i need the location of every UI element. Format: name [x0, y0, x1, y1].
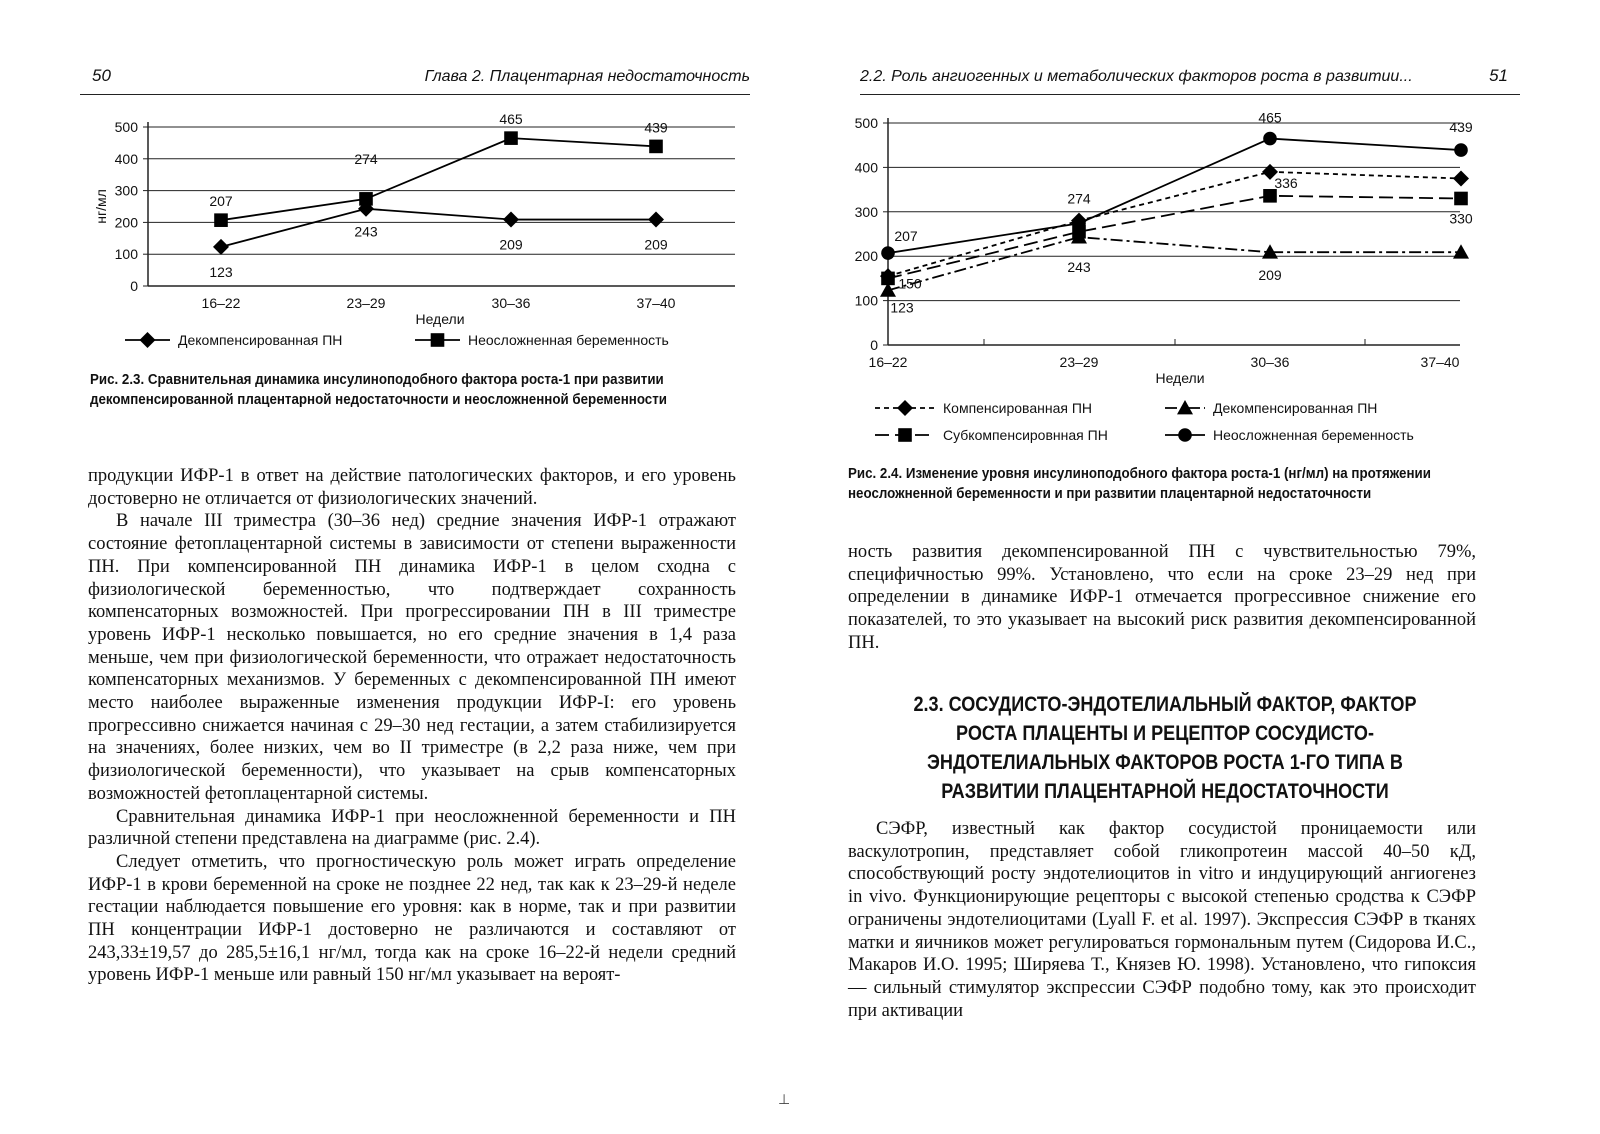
data-point-marker: [649, 140, 663, 154]
paragraph: ность развития декомпенсированной ПН с чувствительностью 79%, специфичностью 99%. Установлено, что если на сроке 23–29 нед при определении в динамике ИФР-1 отмечается прогрессивное снижение его показателей, то это указывает на высокий риск развития декомпенсированной ПН.: [848, 542, 1476, 653]
figure-2-3-caption: [90, 370, 748, 410]
legend-label: Неосложненная беременность: [1213, 427, 1414, 443]
y-tick-label: 500: [854, 115, 878, 131]
figure-2-3-chart: [80, 105, 750, 360]
x-tick-label: 30–36: [1250, 354, 1290, 370]
data-point-marker: [504, 131, 518, 145]
right-body-bottom: [848, 818, 1476, 1022]
data-label: 209: [1258, 267, 1282, 284]
paragraph: Следует отметить, что прогностическую роль может играть определение ИФР-1 в крови беременной на сроке не позднее 22 нед, так как к 23–29-й неделе гестации наблюдается повышение его уровня: как в норме, так и при развитии ПН концентрации ИФР-1 достоверно не различаются и составляют от 243,33±19,57 до 285,5±16,1 нг/мл, тогда как на сроке 16–22-й недели средний уровень ИФР-1 меньше или равный 150 нг/мл указывает на вероят-: [88, 851, 736, 986]
data-point-marker: [213, 239, 229, 255]
y-tick-label: 400: [114, 150, 138, 167]
right-body-top: [848, 541, 1476, 655]
caption-label: Рис. 2.4.: [848, 466, 903, 482]
left-body-text: [88, 465, 736, 987]
x-tick-label: 37–40: [636, 295, 676, 311]
legend-marker: [897, 400, 913, 416]
data-label: 439: [644, 119, 668, 136]
page-number: 51: [1489, 66, 1508, 85]
y-tick-label: 200: [114, 214, 138, 231]
data-label: 123: [209, 263, 233, 280]
x-axis-label: Недели: [415, 311, 465, 327]
x-tick-label: 30–36: [491, 295, 531, 311]
section-heading: 2.3. СОСУДИСТО-ЭНДОТЕЛИАЛЬНЫЙ ФАКТОР, ФАКТОР РОСТА ПЛАЦЕНТЫ И РЕЦЕПТОР СОСУДИСТО-ЭНДОТЕЛИАЛЬНЫХ ФАКТОРОВ РОСТА 1-ГО ТИПА В РАЗВИТИИ ПЛАЦЕНТАРНОЙ НЕДОСТАТОЧНОСТИ: [913, 693, 1417, 803]
data-label: 150: [898, 275, 922, 292]
y-tick-label: 300: [114, 182, 138, 199]
gutter-mark: ⊥: [778, 1093, 791, 1108]
legend-label: Неосложненная беременность: [468, 332, 669, 348]
page-number: 50: [92, 66, 111, 85]
data-point-marker: [1454, 143, 1468, 157]
y-tick-label: 0: [870, 337, 878, 353]
series-line: [888, 172, 1461, 276]
running-title: 2.2. Роль ангиогенных и метаболических факторов роста в развитии...: [860, 68, 1413, 85]
y-axis-label: нг/мл: [93, 189, 109, 224]
figure-2-4-chart: [840, 108, 1500, 453]
data-point-marker: [214, 213, 228, 227]
data-label: 243: [354, 223, 378, 240]
data-point-marker: [881, 246, 895, 260]
data-label: 207: [894, 228, 918, 245]
running-head-right: [860, 64, 1520, 95]
figure-2-4-caption: [848, 464, 1487, 504]
legend-label: Компенсированная ПН: [943, 400, 1093, 416]
data-point-marker: [1454, 192, 1468, 206]
data-point-marker: [503, 212, 519, 228]
data-label: 465: [499, 111, 523, 128]
y-tick-label: 0: [130, 278, 138, 294]
series-line: [221, 209, 656, 247]
paragraph: Сравнительная динамика ИФР-1 при неосложненной беременности и ПН различной степени представлена на диаграмме (рис. 2.4).: [88, 806, 736, 850]
data-point-marker: [648, 212, 664, 228]
y-tick-label: 500: [114, 119, 138, 135]
data-label: 274: [1067, 190, 1091, 207]
legend-label: Субкомпенсировнная ПН: [943, 427, 1108, 443]
series-line: [888, 196, 1461, 279]
data-label: 123: [890, 299, 914, 316]
x-axis-label: Недели: [1155, 370, 1205, 386]
data-label: 330: [1449, 210, 1473, 227]
data-label: 274: [354, 150, 378, 167]
data-point-marker: [1072, 217, 1086, 231]
y-tick-label: 100: [854, 292, 878, 309]
left-page: [80, 0, 750, 1134]
data-label: 209: [644, 236, 668, 253]
right-page: [848, 0, 1520, 1134]
running-title: Глава 2. Плацентарная недостаточность: [424, 68, 750, 85]
paragraph: СЭФР, известный как фактор сосудистой проницаемости или васкулотропин, представляет собой гликопротеин массой 40–50 кД, способствующий росту эндотелиоцитов in vitro и индуцирующий ангиогенез in vivo. Функционирующие рецепторы с высокой степенью сродства к СЭФР ограничены эндотелиоцитами (Lyall F. et al. 1997). Экспрессия СЭФР в тканях матки и яичников может регулироваться гормональным путем (Сидорова И.С., Макаров И.О. 1995; Ширяева Т., Князев Ю. 1998). Установлено, что гипоксия — сильный стимулятор экспрессии СЭФР подобно тому, как это происходит при активации: [848, 819, 1476, 1021]
paragraph: продукции ИФР-1 в ответ на действие патологических факторов, и его уровень достоверно не отличается от физиологических значений.: [88, 466, 736, 509]
y-tick-label: 400: [854, 159, 878, 176]
x-tick-label: 23–29: [346, 295, 386, 311]
series-line: [221, 138, 656, 220]
paragraph: В начале III триместра (30–36 нед) средние значения ИФР-1 отражают состояние фетоплацентарной системы в зависимости от степени выраженности ПН. При компенсированной ПН динамика ИФР-1 в целом сходна с физиологической беременностью, что подтверждает сохранность компенсаторных возможностей. При прогрессировании ПН в III триместре уровень ИФР-1 несколько повышается, но его средние значения в 1,4 раза меньше, чем при физиологической беременности, что отражает недостаточность компенсаторных механизмов. У беременных с декомпенсированной ПН имеют место наиболее выраженные изменения продукции ИФР-I: его уровень прогрессивно снижается начиная с 29–30 нед гестации, а затем стабилизируется на значениях, более низких, чем во II триместре (в 2,2 раза ниже, чем при физиологической беременности), что указывает на срыв компенсаторных возможностей фетоплацентарной системы.: [88, 511, 736, 804]
x-tick-label: 37–40: [1420, 354, 1460, 370]
legend-label: Декомпенсированная ПН: [178, 332, 343, 348]
data-point-marker: [1263, 132, 1277, 146]
data-label: 207: [209, 193, 233, 210]
y-tick-label: 200: [854, 248, 878, 265]
x-tick-label: 16–22: [868, 354, 908, 370]
data-point-marker: [359, 192, 373, 206]
data-label: 439: [1449, 119, 1473, 136]
legend-marker: [140, 332, 156, 348]
running-head-left: [80, 64, 750, 95]
x-tick-label: 23–29: [1059, 354, 1099, 370]
caption-label: Рис. 2.3.: [90, 372, 145, 388]
data-label: 465: [1258, 109, 1282, 126]
caption-text: Сравнительная динамика инсулиноподобного фактора роста-1 при развитии декомпенсированной плацентарной недостаточности и неосложненной беременности: [90, 372, 667, 408]
data-label: 243: [1067, 259, 1091, 276]
legend-marker: [898, 428, 912, 442]
legend-marker: [431, 333, 445, 347]
data-point-marker: [1453, 171, 1469, 187]
legend-label: Декомпенсированная ПН: [1213, 400, 1378, 416]
data-label: 336: [1274, 174, 1298, 191]
legend-marker: [1178, 428, 1192, 442]
series-line: [888, 237, 1461, 290]
caption-text: Изменение уровня инсулиноподобного фактора роста-1 (нг/мл) на протяжении неосложненной беременности и при развитии плацентарной недостаточности: [848, 466, 1431, 502]
data-point-marker: [1263, 189, 1277, 203]
data-point-marker: [881, 272, 895, 286]
x-tick-label: 16–22: [201, 295, 241, 311]
y-tick-label: 300: [854, 203, 878, 220]
data-label: 209: [499, 236, 523, 253]
y-tick-label: 100: [114, 246, 138, 263]
